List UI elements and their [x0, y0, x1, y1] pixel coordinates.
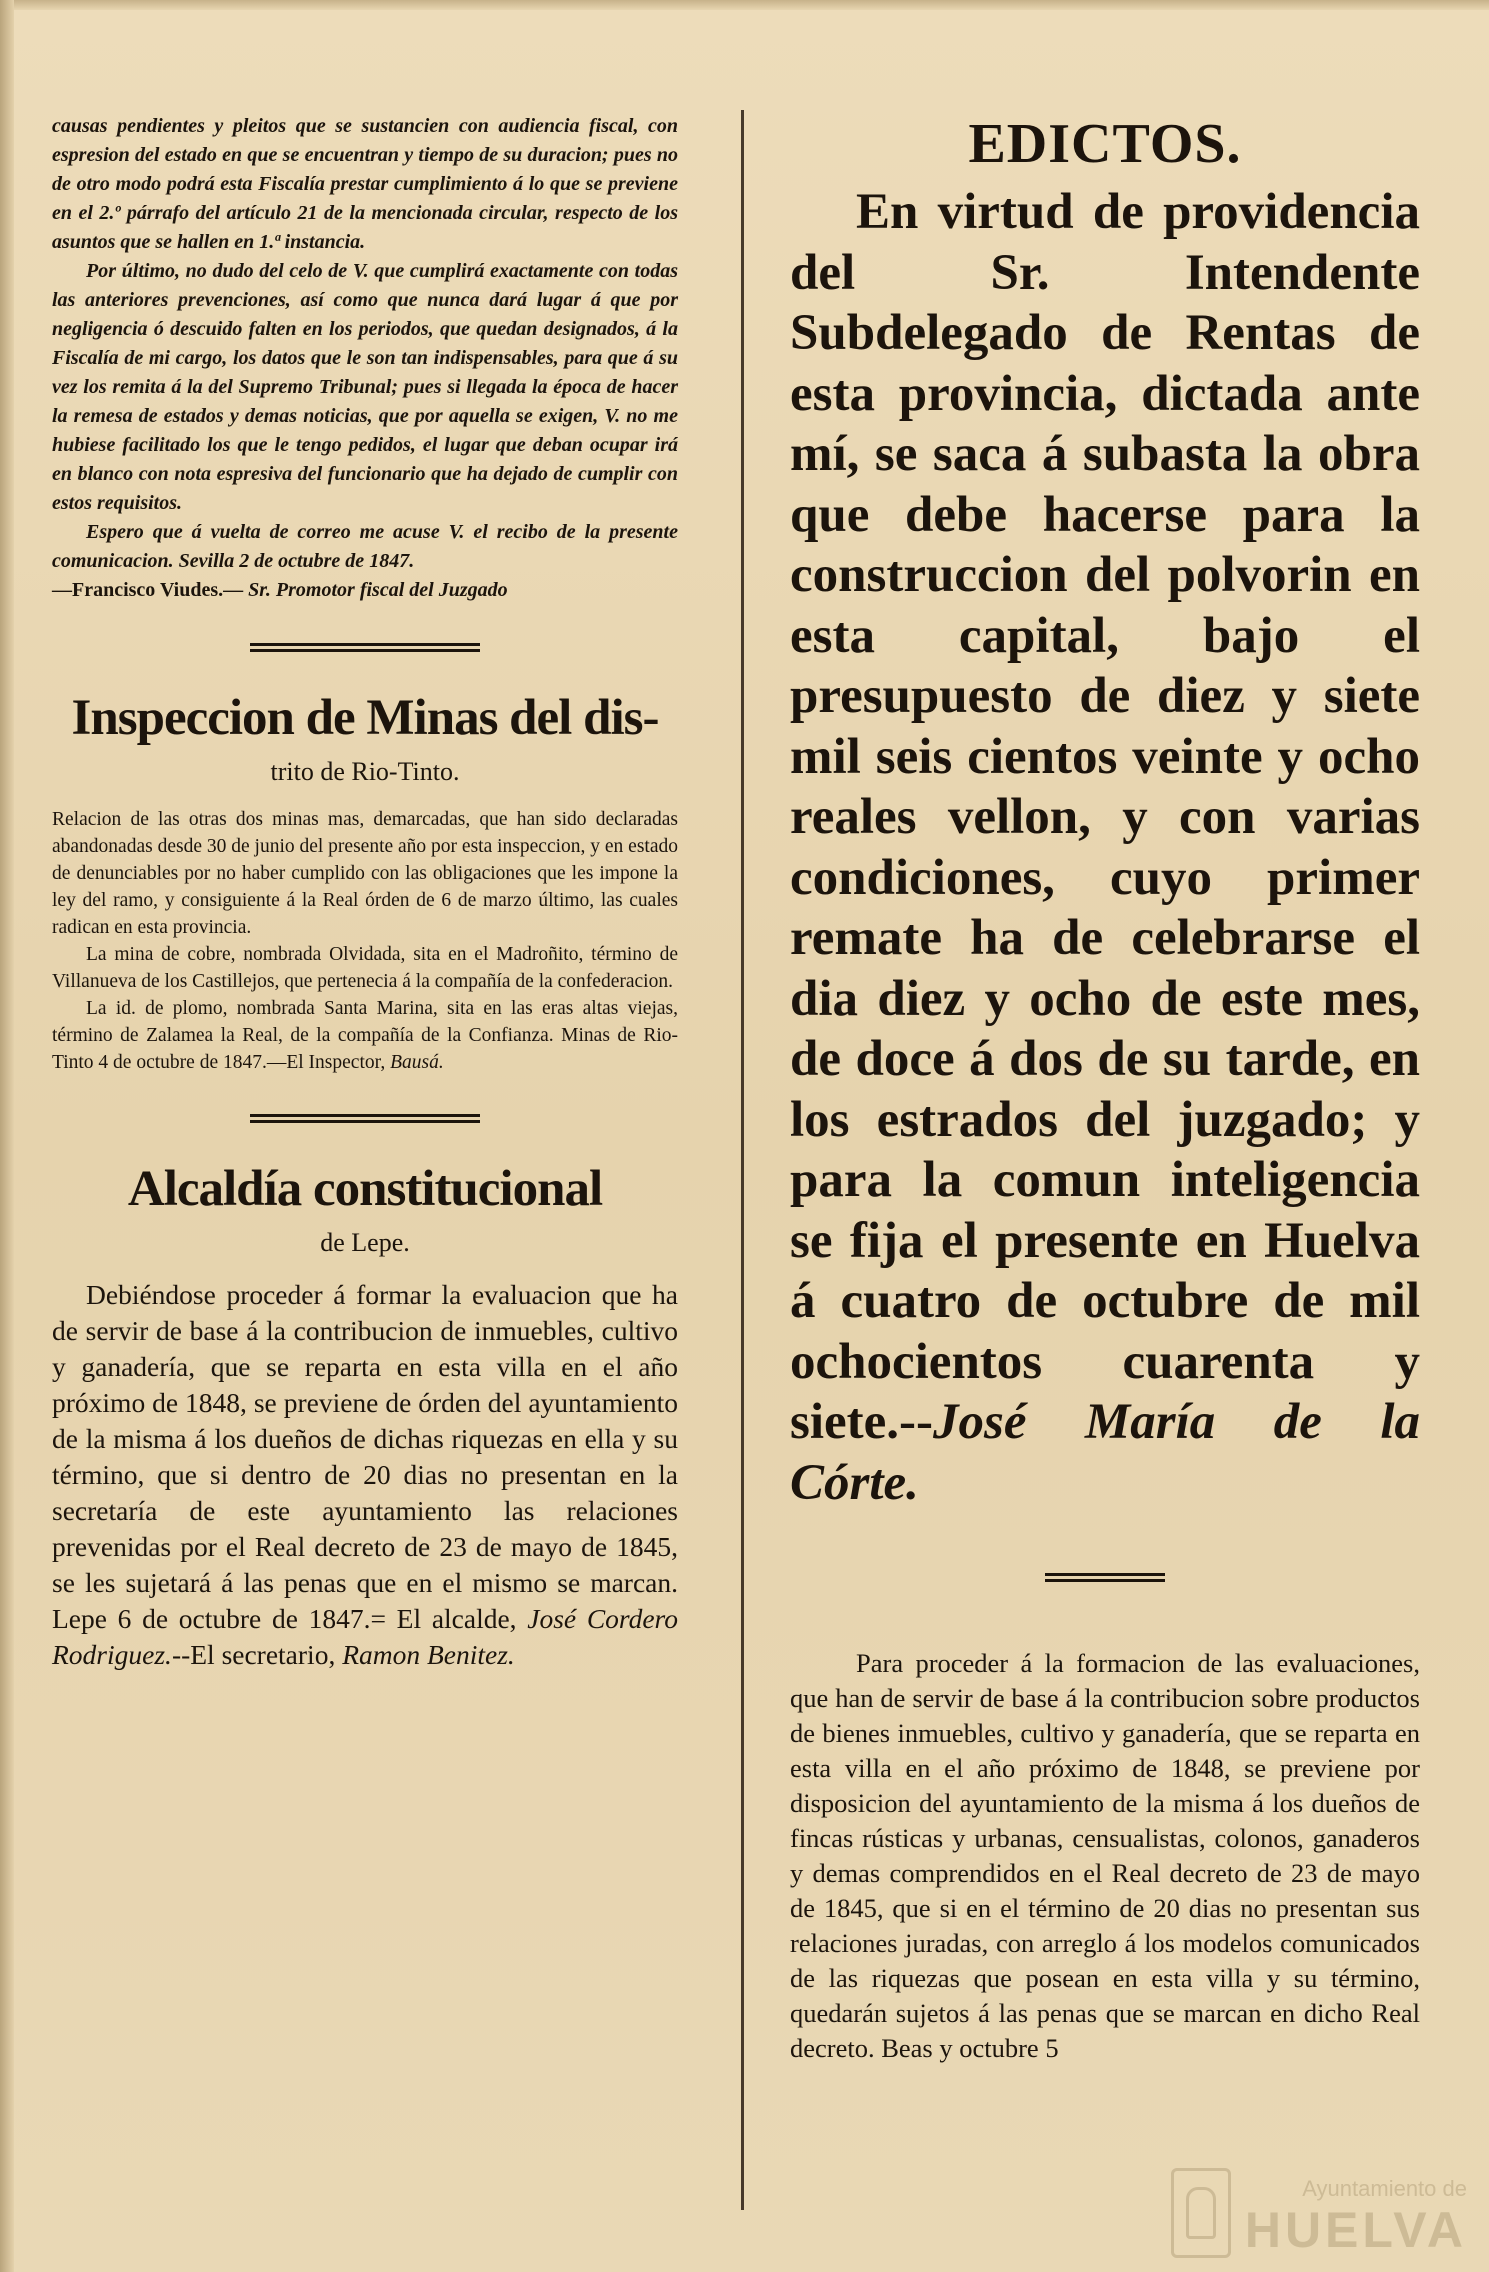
watermark-line1: Ayuntamiento de [1302, 2176, 1467, 2201]
circular-paragraph: causas pendientes y pleitos que se sustancien con audiencia fiscal, con espresion del estado en que se encuentran y tiempo de su duracion; pues no de otro modo podrá esta Fiscalía prestar cumplimiento á lo que se previene en el 2.º párrafo del artículo 21 de la mencionada circular, respecto de los asuntos que se hallen en 1.ª instancia. [52, 115, 678, 253]
archive-watermark [1171, 2168, 1467, 2258]
edictos-signer: José María de la Córte. [790, 1394, 1420, 1511]
minas-subheading: trito de Rio-Tinto. [270, 757, 460, 786]
alcaldia-section [52, 1159, 678, 1673]
circular-section [52, 112, 678, 605]
minas-heading: Inspeccion de Minas del dis- [71, 690, 659, 746]
page-left-edge [0, 0, 14, 2272]
circular-paragraph: Espero que á vuelta de correo me acuse V. el recibo de la presente comunicacion. Sevilla 2 de octubre de 1847. [52, 521, 678, 572]
watermark-text [1245, 2176, 1467, 2258]
minas-paragraph-text: La id. de plomo, nombrada Santa Marina, sita en las eras altas viejas, término de Zalamea la Real, de la compañía de la Confianza. Minas de Rio-Tinto 4 de octubre de 1847.—El Inspector, [52, 998, 678, 1073]
page-top-edge [0, 0, 1489, 10]
alcaldia-subheading: de Lepe. [320, 1228, 410, 1257]
beas-body: Para proceder á la formacion de las evaluaciones, que han de servir de base á la contribucion sobre productos de bienes inmuebles, cultivo y ganadería, que se reparta en esta villa en el año próximo de 1848, se previene por disposicion del ayuntamiento de la misma á los dueños de fincas rústicas y urbanas, censualistas, colonos, ganaderos y demas comprendidos en el Real decreto de 23 de mayo de 1845, que si en el término de 20 dias no presentan sus relaciones juradas, con arreglo á los modelos comunicados de las riquezas que posean en esta villa y su término, quedarán sujetos á las penas que se marcan en dicho Real decreto. Beas y octubre 5 [790, 1648, 1420, 2063]
column-divider [741, 110, 744, 2210]
minas-paragraph: Relacion de las otras dos minas mas, demarcadas, que han sido declaradas abandonadas desde 30 de junio del presente año por esta inspeccion, y en estado de denunciables por no haber cumplido con las obligaciones que les impone la ley del ramo, y consiguiente á la Real órden de 6 de marzo último, las cuales radican en esta provincia. [52, 809, 678, 938]
section-divider [250, 1114, 480, 1123]
watermark-line2: HUELVA [1244, 2202, 1467, 2258]
left-column [52, 112, 678, 1673]
minas-paragraph-signed [52, 995, 678, 1076]
right-column [790, 112, 1420, 2066]
edictos-section [790, 112, 1420, 1513]
city-crest-icon [1171, 2168, 1231, 2258]
section-divider [250, 643, 480, 652]
section-divider [1045, 1573, 1165, 1582]
alcaldia-alcalde-name: José Cordero Rodriguez. [52, 1603, 678, 1670]
beas-section [790, 1646, 1420, 2066]
edictos-body-text: En virtud de providencia del Sr. Intendente Subdelegado de Rentas de esta provincia, dictada ante mí, se saca á subasta la obra que debe hacerse para la construccion del polvorin en esta capital, bajo el presupuesto de diez y siete mil seis cientos veinte y ocho reales vellon, y con varias condiciones, cuyo primer remate ha de celebrarse el dia diez y ocho de este mes, de doce á dos de su tarde, en los estrados del juzgado; y para la comun inteligencia se fija el presente en Huelva á cuatro de octubre de mil ochocientos cuarenta y siete.-- [790, 184, 1420, 1450]
circular-signature [52, 576, 678, 605]
edictos-body [790, 182, 1420, 1513]
alcaldia-heading: Alcaldía constitucional [127, 1161, 603, 1217]
circular-paragraph: Por último, no dudo del celo de V. que cumplirá exactamente con todas las anteriores prevenciones, así como que nunca dará lugar á que por negligencia ó descuido falten en los periodos, que quedan designados, á la Fiscalía de mi cargo, los datos que le son tan indispensables, para que á su vez los remita á la del Supremo Tribunal; pues si llegada la época de hacer la remesa de estados y demas noticias, que por aquella se exigen, V. no me hubiese facilitado los que le tengo pedidos, el lugar que deban ocupar irá en blanco con nota espresiva del funcionario que ha dejado de cumplir con estos requisitos. [52, 260, 678, 514]
alcaldia-secretario-label: --El secretario, [171, 1639, 336, 1670]
alcaldia-body [52, 1277, 678, 1673]
alcaldia-secretario-name: Ramon Benitez. [342, 1639, 515, 1670]
minas-signer: Bausá. [390, 1052, 444, 1073]
edictos-heading: EDICTOS. [968, 113, 1242, 175]
minas-section [52, 688, 678, 1076]
circular-signer: —Francisco Viudes.— [52, 579, 244, 601]
alcaldia-body-text: Debiéndose proceder á formar la evaluacion que ha de servir de base á la contribucion de inmuebles, cultivo y ganadería, que se reparta en esta villa en el año próximo de 1848, se previene de órden del ayuntamiento de la misma á los dueños de dichas riquezas en ella y su término, que si dentro de 20 dias no presentan en la secretaría de este ayuntamiento las relaciones prevenidas por el Real decreto de 23 de mayo de 1845, se les sujetará á las penas que en el mismo se marcan. Lepe 6 de octubre de 1847.= El alcalde, [52, 1279, 678, 1634]
circular-recipient: Sr. Promotor fiscal del Juzgado [248, 579, 508, 601]
minas-paragraph: La mina de cobre, nombrada Olvidada, sita en el Madroñito, término de Villanueva de los Castillejos, que pertenecia á la compañía de la confederacion. [52, 944, 678, 992]
